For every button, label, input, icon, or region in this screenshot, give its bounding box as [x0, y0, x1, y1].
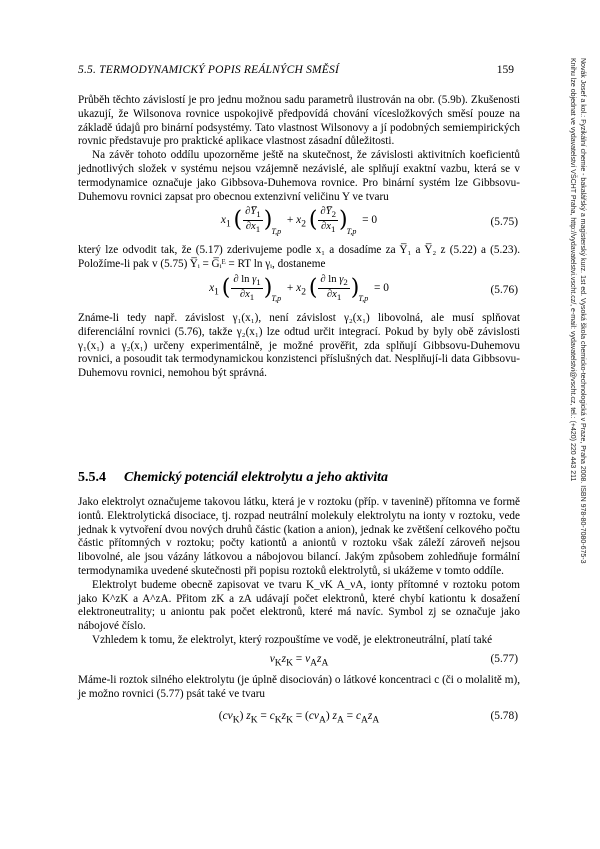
equation-number: (5.76): [490, 283, 518, 296]
sidebar-citation: [559, 58, 587, 798]
equation-number: (5.75): [490, 216, 518, 229]
section-number: 5.5.4: [78, 470, 106, 485]
equation-number: (5.77): [490, 652, 518, 665]
section-title: Chemický potenciál elektrolytu a jeho aktivita: [124, 470, 389, 485]
sidebar-line-2: Knihu lze objednat ve vydavatelství VŠCHT Praha, http://vydavatelstvi.vscht.cz/, e-mail: vydavatelstvi@vscht.cz, tel.: (+420) 220 443 211: [569, 58, 576, 482]
page-number: 159: [496, 64, 514, 76]
equation-5-75: [78, 204, 520, 244]
header-section: 5.5. TERMODYNAMICKÝ POPIS REÁLNÝCH SMĚSÍ: [78, 64, 339, 76]
body-text-top: [78, 94, 520, 381]
sidebar-line-1: Novák Josef a kol.: Fyzikální chemie - bakalářský a magisterský kurz. 1st ed. Vysoká škola chemicko-technologická v Praze, Praha 2008. ISBN 978-80-7080-675-3: [579, 58, 586, 564]
equation-5-78-math: $(c\nu_K) z_K = c_Kz_K = (c\nu_A) z_A = c_Az_A$: [218, 710, 380, 726]
running-header: [78, 64, 518, 76]
paragraph-2: Na závěr tohoto oddílu upozorněme ještě na skutečnost, že závislosti aktivitních koeficientů jednotlivých složek v systému nejsou vzájemně nezávislé, ale splňují exaktní vazbu, která se v termodynamice označuje jako Gibbsova-Duhemova rovnice. Pro binární systém lze Gibbsovu-Duhemovu rovnici zapsat pro obecnou extenzivní veličinu Y ve tvaru: [78, 149, 520, 203]
paragraph-5: Jako elektrolyt označujeme takovou látku, která je v roztoku (příp. v tavenině) přítomna ve formě iontů. Elektrolytická disociace, tj. rozpad neutrální molekuly elektrolytu na ionty v roztoku, vede jednak k vytvoření dvou nových druhů částic (kation a anion), jednak ke zvětšení celkového počtu částic přítomných v roztoku; počty kationtů a aniontů v roztoku však záleží zároveň nejsou libovolné, ale jsou vázány látkovou a nábojovou bilancí. Jakým způsobem zohledňuje formální termodynamika uvedené skutečnosti při popisu roztoků elektrolytů, si ukážeme v tomto oddíle.: [78, 496, 520, 577]
paragraph-1: Průběh těchto závislostí je pro jednu možnou sadu parametrů ilustrován na obr. (5.9b). Zkušenosti ukazují, že Wilsonova rovnice uspokojivě předpovídá chování vícesložkových směsí pouze na základě údajů pro binární podsystémy. Tato vlastnost Wilsonovy a jí podobných semiempirických rovnic představuje pro praktické aplikace vlastnost zásadní důležitosti.: [78, 94, 520, 148]
equation-5-75-math: $x_1$ ( $\frac{\partial Y̅_1}{\partial x_1}$ )$_{T,p} + x_2$ ( $\frac{\partial Y̅_2}{\partial x_1}$ )$_{T,p} = 0$: [220, 206, 378, 236]
equation-5-77: [78, 648, 520, 674]
equation-5-77-math: $\nu_Kz_K = \nu_Az_A$: [269, 652, 329, 669]
equation-5-76-math: $x_1$ ( $\frac{\partial \ln \gamma_1}{\partial x_1}$ )$_{T,p} + x_2$ ( $\frac{\partial \ln \gamma_2}{\partial x_1}$ )$_{T,p} = 0$: [209, 273, 389, 304]
equation-number: (5.78): [490, 710, 518, 723]
section-heading: [78, 470, 388, 486]
paragraph-7: Vzhledem k tomu, že elektrolyt, který rozpouštíme ve vodě, je elektroneutrální, platí také: [92, 633, 493, 646]
paragraph-4: Známe-li tedy např. závislost γ₁(x₁), není závislost γ₂(x₁) libovolná, ale musí splňovat diferenciální rovnici (5.76), takže γ₂(x₁) lze odtud určit integrací. Pokud by byly obě závislosti γ₁(x₁) a γ₂(x₁) určeny experimentálně, je možné prověřit, zda splňují Gibbsovu-Duhemovu rovnici, a posoudit tak termodynamickou konzistenci příslušných dat. Nesplňují-li data Gibbsovu-Duhemovu rovnici, nemohou být správná.: [78, 311, 520, 380]
equation-5-78: [78, 701, 520, 731]
paragraph-6: Elektrolyt budeme obecně zapisovat ve tvaru K_νK A_νA, ionty přítomné v roztoku potom jako K^zK a A^zA. Přitom zK a zA udávají počet elektronů, které chybí kationtu k dosažení elektroneutrality; u aniontu pak počet elektronů, které má navíc. Symbol zj se označuje jako nábojové číslo.: [78, 578, 520, 633]
paragraph-3: který lze odvodit tak, že (5.17) zderivujeme podle x₁ a dosadíme za Y̅₁ a Y̅₂ z (5.22) a (5.23). Položíme-li pak v (5.75) Y̅ᵢ = G̅ᵢᴱ = RT ln γᵢ, dostaneme: [78, 244, 520, 271]
paragraph-8: Máme-li roztok silného elektrolytu (je úplně disociován) o látkové koncentraci c (či o molalitě m), je možno rovnici (5.77) psát také ve tvaru: [78, 673, 520, 700]
equation-5-76: [78, 272, 520, 312]
body-text-bottom: [78, 496, 520, 731]
